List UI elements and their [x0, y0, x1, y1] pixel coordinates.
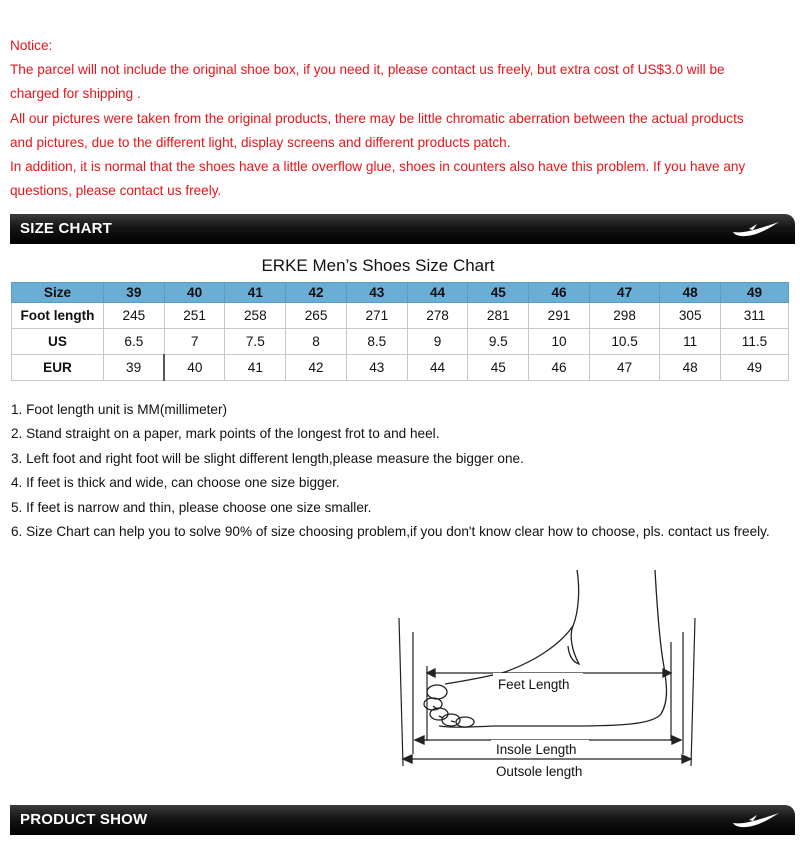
table-cell: 305: [660, 303, 721, 329]
table-cell: 9: [407, 329, 468, 355]
note-item: 5. If feet is narrow and thin, please choose one size smaller.: [11, 499, 372, 515]
table-cell: 271: [346, 303, 407, 329]
table-cell: 8.5: [346, 329, 407, 355]
table-cell: 11.5: [721, 329, 789, 355]
notice-line: and pictures, due to the different light, display screens and different products patch.: [10, 134, 511, 150]
size-cell: 42: [286, 283, 347, 303]
table-cell: 42: [286, 355, 347, 381]
notice-line: In addition, it is normal that the shoes have a little overflow glue, shoes in counters also have this problem. If you have any: [10, 159, 746, 175]
table-cell: 47: [589, 355, 659, 381]
table-header-row: [12, 283, 789, 303]
table-cell: 281: [468, 303, 529, 329]
note-item: 6. Size Chart can help you to solve 90% of size choosing problem,if you don't know clear how to choose, pls. contact us freely.: [11, 524, 770, 540]
feet-length-label: Feet Length: [498, 677, 570, 692]
size-cell: 43: [346, 283, 407, 303]
note-item: 2. Stand straight on a paper, mark points of the longest frot to and heel.: [11, 426, 440, 442]
table-header-label: Size: [12, 283, 104, 303]
size-cell: 47: [589, 283, 659, 303]
notice-line: questions, please contact us freely.: [10, 183, 222, 199]
size-chart-title: ERKE Men’s Shoes Size Chart: [261, 256, 495, 275]
table-row: [12, 329, 789, 355]
table-cell: 44: [407, 355, 468, 381]
table-cell: 39: [104, 355, 165, 381]
swoosh-logo-icon: [731, 219, 781, 239]
outsole-length-label: Outsole length: [496, 764, 583, 779]
table-cell: 10.5: [589, 329, 659, 355]
table-cell: 6.5: [104, 329, 165, 355]
table-row: [12, 355, 789, 381]
size-cell: 46: [529, 283, 590, 303]
table-cell: 46: [529, 355, 590, 381]
table-cell: 298: [589, 303, 659, 329]
table-cell: 278: [407, 303, 468, 329]
size-notes: [11, 398, 770, 544]
table-cell: 48: [660, 355, 721, 381]
note-item: 1. Foot length unit is MM(millimeter): [11, 402, 228, 417]
table-cell: 43: [346, 355, 407, 381]
size-cell: 48: [660, 283, 721, 303]
size-cell: 45: [468, 283, 529, 303]
table-cell: 258: [225, 303, 286, 329]
row-label: EUR: [12, 355, 104, 381]
foot-measurement-diagram: [393, 566, 703, 788]
size-cell: 41: [225, 283, 286, 303]
product-show-banner: [10, 805, 795, 835]
row-label: Foot length: [12, 303, 104, 329]
table-cell: 291: [529, 303, 590, 329]
table-cell: 245: [104, 303, 165, 329]
notice-block: [10, 34, 790, 203]
table-cell: 40: [164, 355, 225, 381]
notice-line: All our pictures were taken from the original products, there may be little chromatic aberration between the actual products: [10, 110, 744, 126]
size-chart-banner: [10, 214, 795, 244]
table-cell: 49: [721, 355, 789, 381]
table-cell: 311: [721, 303, 789, 329]
notice-line: Notice:: [10, 38, 53, 53]
row-label: US: [12, 329, 104, 355]
table-cell: 8: [286, 329, 347, 355]
table-cell: 251: [164, 303, 225, 329]
notice-line: charged for shipping .: [10, 86, 141, 102]
insole-length-label: Insole Length: [496, 742, 577, 757]
size-table: [11, 282, 789, 381]
product-show-banner-title: PRODUCT SHOW: [20, 811, 148, 828]
foot-outline-icon: [424, 570, 667, 727]
note-item: 4. If feet is thick and wide, can choose one size bigger.: [11, 475, 340, 491]
notice-line: The parcel will not include the original shoe box, if you need it, please contact us freely, but extra cost of US$3.0 will be: [10, 62, 725, 78]
size-cell: 39: [104, 283, 165, 303]
table-cell: 9.5: [468, 329, 529, 355]
size-chart-banner-title: SIZE CHART: [20, 220, 112, 237]
table-cell: 45: [468, 355, 529, 381]
table-cell: 7: [164, 329, 225, 355]
note-item: 3. Left foot and right foot will be slight different length,please measure the bigger one.: [11, 450, 524, 466]
swoosh-logo-icon: [731, 810, 781, 830]
table-cell: 11: [660, 329, 721, 355]
size-cell: 49: [721, 283, 789, 303]
table-cell: 7.5: [225, 329, 286, 355]
size-cell: 40: [164, 283, 225, 303]
table-cell: 41: [225, 355, 286, 381]
size-cell: 44: [407, 283, 468, 303]
table-cell: 10: [529, 329, 590, 355]
table-cell: 265: [286, 303, 347, 329]
table-row: [12, 303, 789, 329]
